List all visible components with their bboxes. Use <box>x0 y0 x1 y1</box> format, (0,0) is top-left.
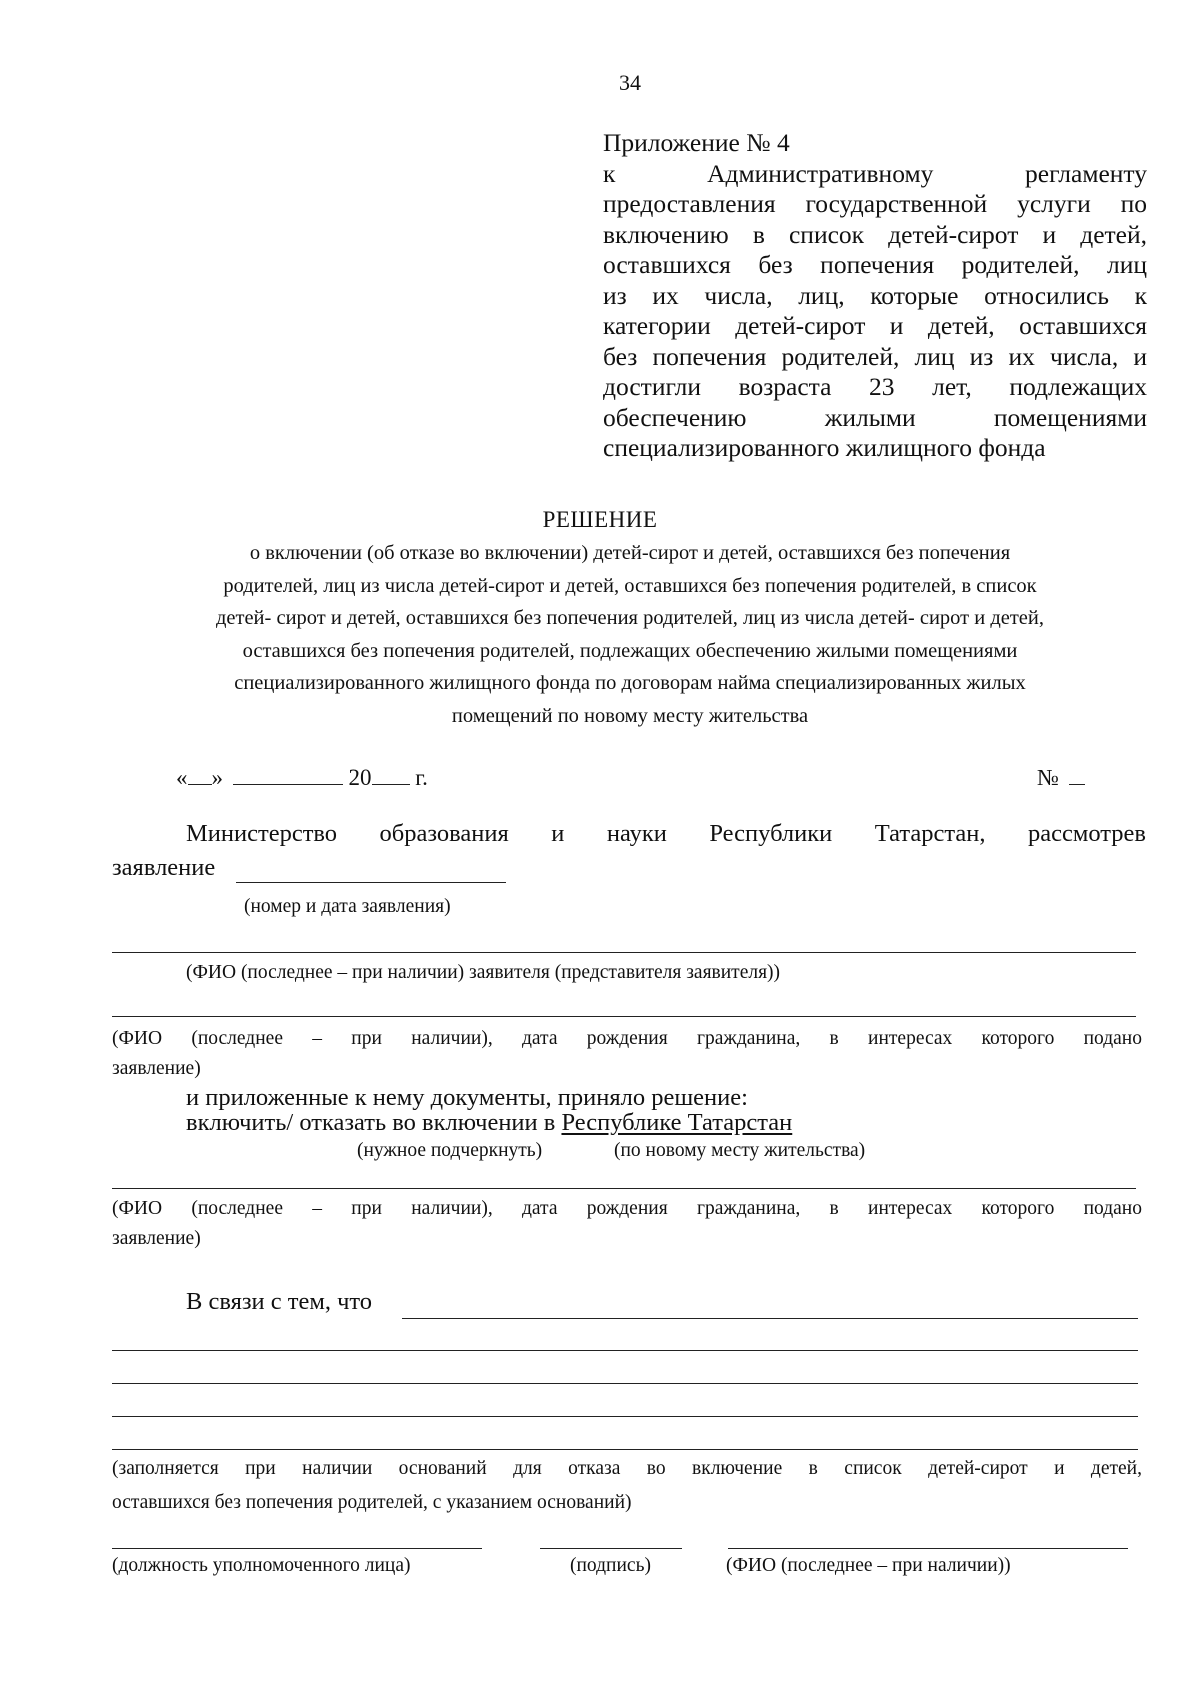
date-open-quote: « <box>176 765 188 790</box>
annex-line: включению в список детей-сирот и детей, <box>603 219 1147 249</box>
citizen-field[interactable] <box>112 1016 1136 1017</box>
annex-line: из их числа, лиц, которые относились к <box>603 280 1147 310</box>
annex-title: Приложение № 4 <box>603 128 790 157</box>
residence-hint: (по новому месту жительства) <box>614 1140 866 1161</box>
position-field[interactable] <box>112 1548 482 1549</box>
intro-line: Министерство образования и науки Республики Татарстан, рассмотрев <box>186 820 1146 847</box>
subtitle-line: оставшихся без попечения родителей, подлежащих обеспечению жилыми помещениями <box>242 639 1018 662</box>
reason-field[interactable] <box>112 1449 1138 1450</box>
annex-block <box>603 128 1147 464</box>
reason-field[interactable] <box>112 1416 1138 1417</box>
subtitle-line: специализированного жилищного фонда по договорам найма специализированных жилых <box>234 672 1026 694</box>
annex-line: без попечения родителей, лиц из их числа, и <box>603 341 1147 371</box>
date-year-field[interactable] <box>372 764 410 785</box>
date-close-quote: » <box>211 765 223 790</box>
decision-choice-line <box>186 1110 792 1136</box>
date-month-field[interactable] <box>233 764 343 785</box>
annex-line: к Административному регламенту <box>603 158 1147 188</box>
citizen-hint-line: заявление) <box>112 1058 201 1079</box>
page-number: 34 <box>619 70 641 95</box>
date-line <box>176 764 428 791</box>
decision-region: Республике Татарстан <box>561 1109 793 1136</box>
annex-line: специализированного жилищного фонда <box>603 433 1046 462</box>
refusal-hint-line: оставшихся без попечения родителей, с указанием оснований) <box>112 1492 632 1513</box>
number-label: № <box>1037 765 1059 790</box>
position-hint: (должность уполномоченного лица) <box>112 1555 411 1576</box>
decision-heading: РЕШЕНИЕ <box>542 507 658 532</box>
reason-field[interactable] <box>112 1350 1138 1351</box>
annex-line: обеспечению жилыми помещениями <box>603 402 1147 432</box>
refusal-hint-line: (заполняется при наличии оснований для отказа во включение в список детей-сирот и детей, <box>112 1458 1142 1479</box>
applicant-hint: (ФИО (последнее – при наличии) заявителя (представителя заявителя)) <box>186 962 781 983</box>
reason-field[interactable] <box>402 1318 1138 1319</box>
reason-label: В связи с тем, что <box>186 1288 373 1315</box>
document-number <box>1037 764 1085 791</box>
decision-subtitle <box>110 537 1150 732</box>
annex-line: достигли возраста 23 лет, подлежащих <box>603 372 1147 401</box>
citizen-hint-line: заявление) <box>112 1228 201 1249</box>
name-field[interactable] <box>728 1548 1128 1549</box>
annex-line: категории детей-сирот и детей, оставшихся <box>603 311 1147 340</box>
application-field[interactable] <box>236 882 506 883</box>
signature-field[interactable] <box>540 1548 682 1549</box>
subtitle-line: о включении (об отказе во включении) детей-сирот и детей, оставшихся без попечения <box>249 542 1011 564</box>
citizen-hint-line: (ФИО (последнее – при наличии), дата рождения гражданина, в интересах которого подано <box>112 1198 1142 1219</box>
number-field[interactable] <box>1069 764 1085 785</box>
annex-line: предоставления государственной услуги по <box>603 189 1147 218</box>
reason-field[interactable] <box>112 1383 1138 1384</box>
application-label: заявление <box>112 854 216 881</box>
documents-line: и приложенные к нему документы, приняло решение: <box>186 1084 748 1111</box>
decision-prefix: включить/ отказать во включении в <box>186 1109 562 1136</box>
citizen-field-2[interactable] <box>112 1188 1136 1189</box>
underline-hint: (нужное подчеркнуть) <box>357 1140 543 1161</box>
date-year-prefix: 20 <box>348 765 372 790</box>
applicant-field[interactable] <box>112 952 1136 953</box>
name-hint: (ФИО (последнее – при наличии)) <box>726 1555 1011 1576</box>
date-year-suffix: г. <box>415 765 428 790</box>
subtitle-line: помещений по новому месту жительства <box>451 704 809 727</box>
annex-line: оставшихся без попечения родителей, лиц <box>603 250 1147 279</box>
signature-hint: (подпись) <box>570 1555 651 1576</box>
subtitle-line: родителей, лиц из числа детей-сирот и детей, оставшихся без попечения родителей, в список <box>223 574 1037 597</box>
application-hint: (номер и дата заявления) <box>244 896 451 917</box>
subtitle-line: детей- сирот и детей, оставшихся без попечения родителей, лиц из числа детей- сирот и детей, <box>215 607 1045 629</box>
citizen-hint-line: (ФИО (последнее – при наличии), дата рождения гражданина, в интересах которого подано <box>112 1028 1142 1049</box>
